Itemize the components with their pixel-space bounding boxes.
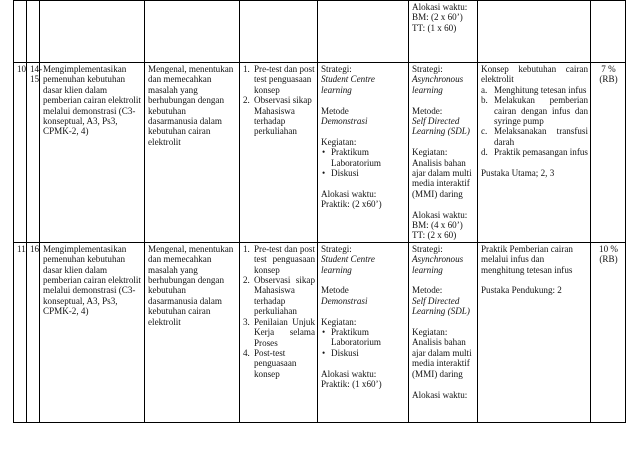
kemampuan-akhir: Mengimplementasikan pemenuhan kebutuhan dasar klien dalam pemberian cairan elektrolit melalui demonstrasi (C3-konseptual, A3, Ps3, CPMK-2, 4) bbox=[40, 63, 145, 243]
bobot bbox=[591, 63, 626, 243]
metode-label: Metode bbox=[321, 285, 349, 296]
cell-luring bbox=[318, 1, 409, 63]
kriteria-item: 3. Penilaian Unjuk Kerja selama Proses bbox=[243, 316, 315, 348]
bentuk-daring bbox=[409, 242, 478, 422]
metode-value: Self Directed Learning (SDL) bbox=[412, 295, 470, 317]
materi-intro: Praktik Pemberian cairan melalui infus dan menghitung tetesan infus bbox=[481, 243, 573, 275]
bentuk-daring bbox=[409, 63, 478, 243]
kegiatan-item: • Praktikum Laboratorium bbox=[322, 327, 381, 348]
metode-label: Metode bbox=[321, 105, 349, 116]
alokasi-value: Praktik: (1 x60’) bbox=[321, 379, 382, 390]
bobot-type: (RB) bbox=[599, 254, 618, 265]
cell-bobot bbox=[591, 1, 626, 63]
materi-item: c. Melaksanakan transfusi darah bbox=[481, 126, 588, 147]
week-number: 10 bbox=[14, 63, 27, 243]
bobot-percent: 7 % bbox=[601, 64, 616, 74]
kegiatan-value: Analisis bahan ajar dalam multi media interaktif (MMI) daring bbox=[412, 157, 472, 199]
strategi-label: Strategi: bbox=[321, 64, 352, 74]
materi-intro: Konsep kebutuhan cairan elektrolit bbox=[481, 64, 588, 85]
cell-materi bbox=[478, 1, 591, 63]
materi-item: d. Praktik pemasangan infus bbox=[481, 147, 588, 158]
strategi-value: Asynchronous learning bbox=[412, 254, 464, 275]
strategi-label: Strategi: bbox=[412, 64, 443, 74]
continuation-row bbox=[14, 1, 626, 63]
kegiatan-item: • Diskusi bbox=[322, 347, 359, 358]
strategi-label: Strategi: bbox=[412, 243, 443, 254]
cell-week bbox=[14, 1, 27, 63]
session-number: 16 bbox=[27, 242, 40, 422]
cell-session bbox=[27, 1, 40, 63]
cell-kriteria bbox=[240, 1, 318, 63]
week-number: 11 bbox=[14, 242, 27, 422]
bentuk-luring bbox=[318, 242, 409, 422]
cell-daring bbox=[409, 1, 478, 63]
kegiatan-item: • Praktikum Laboratorium bbox=[322, 147, 381, 168]
kegiatan-label: Kegiatan: bbox=[321, 136, 357, 147]
top-alokasi-tt: TT: (1 x 60) bbox=[412, 22, 457, 33]
table-row bbox=[14, 242, 626, 422]
metode-label: Metode: bbox=[412, 285, 443, 296]
metode-value: Demonstrasi bbox=[321, 295, 368, 306]
bobot bbox=[591, 242, 626, 422]
strategi-label: Strategi: bbox=[321, 243, 352, 254]
pustaka: Pustaka Utama; 2, 3 bbox=[481, 168, 555, 179]
strategi-value: Asynchronous learning bbox=[412, 74, 464, 95]
materi-pembelajaran bbox=[478, 63, 591, 243]
kriteria-item: 1. Pre-test dan post test penguasaan konsep bbox=[243, 243, 315, 275]
kriteria-penilaian bbox=[240, 63, 318, 243]
materi-pembelajaran bbox=[478, 242, 591, 422]
kriteria-item: 1. Pre-test dan post test penguasaan konsep bbox=[243, 64, 315, 95]
alokasi-label: Alokasi waktu: bbox=[412, 209, 468, 220]
indikator: Mengenal, menentukan dan memecahkan masalah yang berhubungan dengan kebutuhan dasarmanusia dalam kebutuhan cairan elektrolit bbox=[145, 63, 240, 243]
bobot-percent: 10 % bbox=[599, 243, 618, 254]
indikator: Mengenal, menentukan dan memecahkan masalah yang berhubungan dengan kebutuhan dasarmanusia dalam kebutuhan cairan elektrolit bbox=[145, 242, 240, 422]
kriteria-penilaian bbox=[240, 242, 318, 422]
kriteria-item: 2. Observasi sikap Mahasiswa terhadap perkuliahan bbox=[243, 95, 312, 137]
alokasi-label: Alokasi waktu: bbox=[412, 389, 468, 400]
top-alokasi-label: Alokasi waktu: bbox=[412, 2, 468, 12]
alokasi-label: Alokasi waktu: bbox=[321, 368, 377, 379]
strategi-value: Student Centre learning bbox=[321, 74, 375, 95]
materi-item: b. Melakukan pemberian cairan dengan infus dan syringe pump bbox=[481, 95, 588, 127]
alokasi-bm: BM: (4 x 60’) bbox=[412, 220, 463, 231]
alokasi-value: Praktik: (2 x60’) bbox=[321, 199, 382, 210]
kriteria-item: 4. Post-test penguasaan konsep bbox=[243, 347, 297, 379]
rps-table bbox=[13, 0, 626, 423]
kegiatan-item: • Diskusi bbox=[322, 168, 359, 179]
cell-kemampuan bbox=[40, 1, 145, 63]
kegiatan-label: Kegiatan: bbox=[412, 327, 448, 338]
top-alokasi-bm: BM: (2 x 60’) bbox=[412, 12, 463, 23]
kriteria-item: 2. Observasi sikap Mahasiswa terhadap perkuliahan bbox=[243, 275, 315, 317]
kemampuan-akhir: Mengimplementasikan pemenuhan kebutuhan dasar klien dalam pemberian cairan elektrolit melalui demonstrasi (C3-konseptual, A3, Ps3, CPMK-2, 4) bbox=[40, 242, 145, 422]
metode-value: Self Directed Learning (SDL) bbox=[412, 116, 470, 137]
metode-value: Demonstrasi bbox=[321, 116, 368, 127]
session-number: 14-15 bbox=[27, 63, 40, 243]
metode-label: Metode: bbox=[412, 105, 443, 116]
alokasi-label: Alokasi waktu: bbox=[321, 188, 377, 199]
pustaka: Pustaka Pendukung: 2 bbox=[481, 285, 562, 296]
materi-item: a. Menghitung tetesan infus bbox=[481, 84, 587, 95]
strategi-value: Student Centre learning bbox=[321, 254, 375, 275]
kegiatan-value: Analisis bahan ajar dalam multi media interaktif (MMI) daring bbox=[412, 337, 472, 379]
bobot-type: (RB) bbox=[599, 74, 618, 85]
kegiatan-label: Kegiatan: bbox=[321, 316, 357, 327]
cell-indikator bbox=[145, 1, 240, 63]
kegiatan-label: Kegiatan: bbox=[412, 147, 448, 158]
alokasi-tt: TT: (2 x 60) bbox=[412, 230, 457, 241]
bentuk-luring bbox=[318, 63, 409, 243]
table-row bbox=[14, 63, 626, 243]
